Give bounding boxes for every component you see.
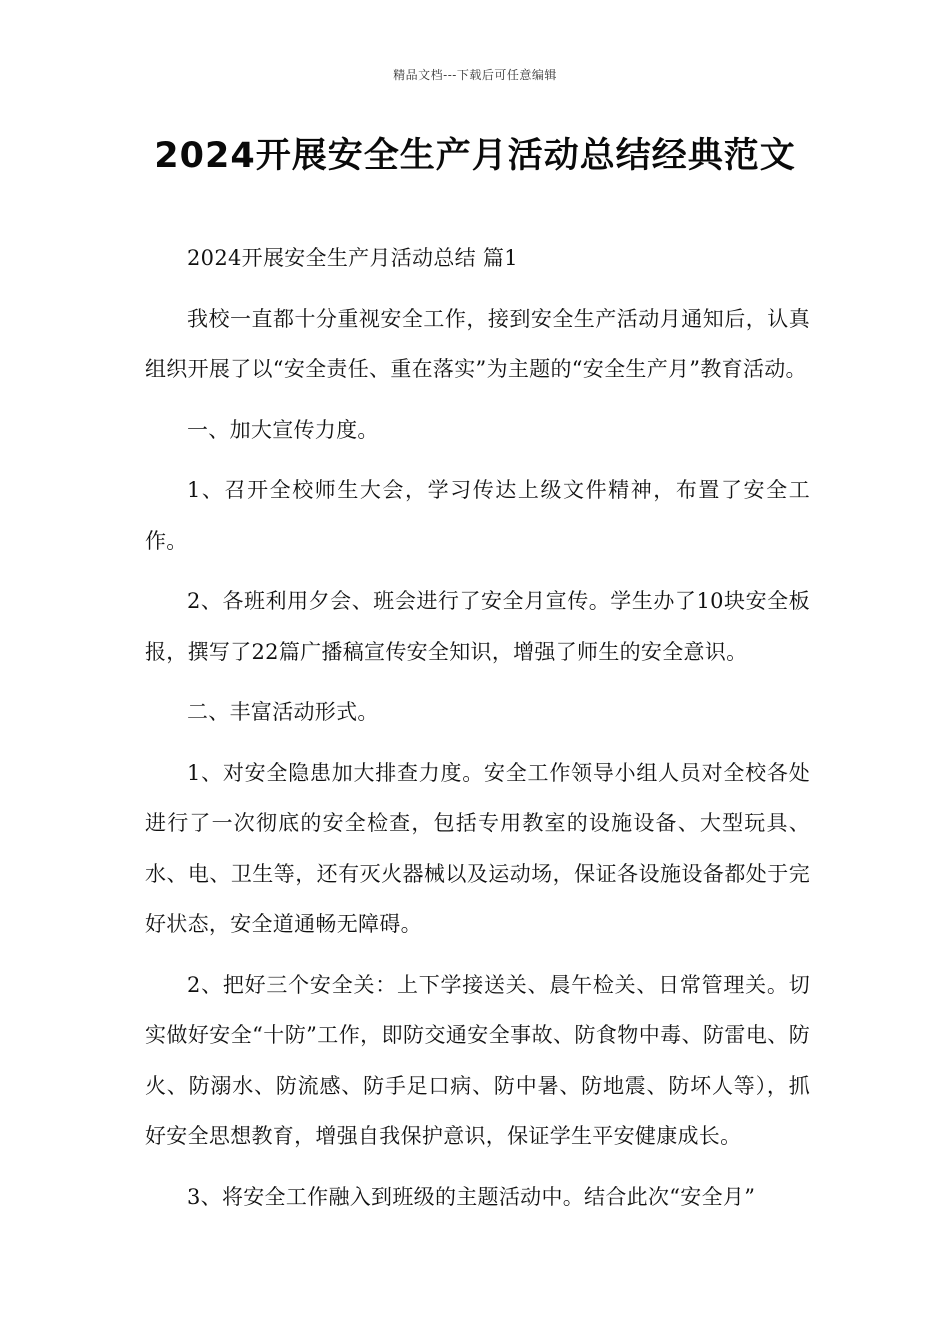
paragraph: 2、各班利用夕会、班会进行了安全月宣传。学生办了10块安全板报，撰写了22篇广播稿宣传安全知识，增强了师生的安全意识。 (145, 589, 810, 664)
document-body (145, 233, 810, 1232)
paragraph: 2、把好三个安全关：上下学接送关、晨午检关、日常管理关。切实做好安全“十防”工作，即防交通安全事故、防食物中毒、防雷电、防火、防溺水、防流感、防手足口病、防中暑、防地震、防坏人等），抓好安全思想教育，增强自我保护意识，保证学生平安健康成长。 (145, 972, 810, 1148)
header-note: 精品文档---下载后可任意编辑 (393, 68, 557, 82)
document-title: 2024开展安全生产月活动总结经典范文 (154, 136, 796, 176)
paragraph: 1、对安全隐患加大排查力度。安全工作领导小组人员对全校各处进行了一次彻底的安全检查，包括专用教室的设施设备、大型玩具、水、电、卫生等，还有灭火器械以及运动场，保证各设施设备都处于完好状态，安全道通畅无障碍。 (145, 760, 810, 936)
subheading: 二、丰富活动形式。 (187, 700, 379, 724)
paragraph: 1、召开全校师生大会，学习传达上级文件精神，布置了安全工作。 (145, 478, 810, 553)
paragraph: 3、将安全工作融入到班级的主题活动中。结合此次“安全月” (187, 1184, 756, 1209)
subheading: 一、加大宣传力度。 (187, 417, 379, 442)
paragraph: 我校一直都十分重视安全工作，接到安全生产活动月通知后，认真组织开展了以“安全责任、重在落实”为主题的“安全生产月”教育活动。 (145, 306, 810, 381)
section-heading: 2024开展安全生产月活动总结 篇1 (187, 246, 518, 270)
